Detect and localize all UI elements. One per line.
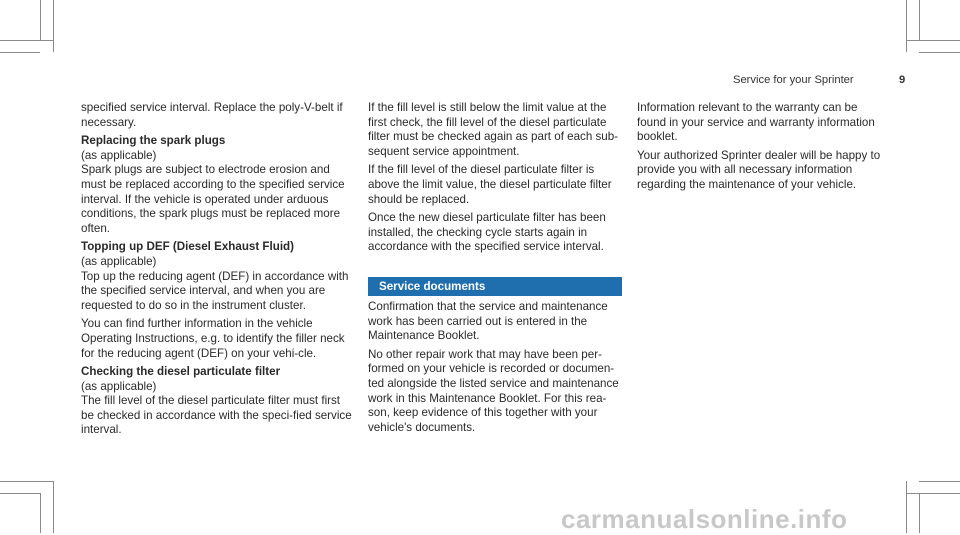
def-subheading: (as applicable) — [81, 254, 157, 268]
crop-mark — [0, 493, 40, 494]
crop-mark — [919, 481, 960, 482]
crop-mark — [906, 40, 960, 41]
dpf-heading: Checking the diesel particulate filter — [81, 365, 281, 379]
crop-mark — [0, 52, 40, 53]
crop-mark — [919, 52, 960, 53]
crop-mark — [919, 0, 920, 40]
page-number: 9 — [899, 74, 906, 86]
crop-mark — [53, 481, 54, 533]
warranty-paragraph: Information relevant to the warranty can be found in your service and warranty information booklet. — [637, 101, 875, 144]
crop-mark — [0, 40, 53, 41]
column-left — [81, 101, 353, 442]
crop-mark — [906, 0, 907, 52]
section-title: Service documents — [379, 279, 486, 293]
def-info-paragraph: You can find further information in the vehicle Operating Instructions, e.g. to identify the filler neck for the reducing agent (DEF) on your vehi-cle. — [81, 317, 345, 360]
crop-mark — [906, 493, 960, 494]
header-title: Service for your Sprinter — [733, 74, 854, 86]
dealer-paragraph: Your authorized Sprinter dealer will be happy to provide you with all necessary information regarding the maintenance of your vehicle. — [637, 148, 881, 191]
dpf-subheading: (as applicable) — [81, 379, 157, 393]
watermark: carmanualsonline.info — [561, 504, 848, 534]
crop-mark — [0, 481, 53, 482]
crop-mark — [906, 481, 907, 533]
confirmation-paragraph: Confirmation that the service and maintenance work has been carried out is entered in the Maintenance Booklet. — [368, 299, 608, 343]
dpf-replace-paragraph: If the fill level of the diesel particulate filter is above the limit value, the diesel particulate filter should be replaced. — [368, 163, 612, 206]
spark-plugs-heading: Replacing the spark plugs — [81, 134, 226, 148]
crop-mark — [40, 493, 41, 533]
crop-mark — [40, 0, 41, 40]
running-header — [733, 74, 960, 86]
spark-plugs-subheading: (as applicable) — [81, 148, 157, 162]
def-paragraph: Top up the reducing agent (DEF) in accordance with the specified service interval, and when you are requested to do so in the instrument cluster. — [81, 269, 349, 312]
column-middle — [368, 101, 622, 439]
service-documents-section-bar — [368, 277, 622, 296]
spark-plugs-paragraph: Spark plugs are subject to electrode erosion and must be replaced according to the specified service interval. If the vehicle is operated under arduous conditions, the spark plugs must be replaced more often. — [81, 163, 345, 235]
crop-mark — [919, 493, 920, 533]
dpf-recheck-paragraph: If the fill level is still below the limit value at the first check, the fill level of the diesel particulate filter must be checked again as part of each sub-sequent service appointment. — [368, 101, 619, 158]
intro-paragraph: specified service interval. Replace the poly-V-belt if necessary. — [81, 101, 343, 129]
repair-records-paragraph: No other repair work that may have been per-formed on your vehicle is recorded or documen-ted alongside the listed service and maintenance work in this Maintenance Booklet. For this rea-son, keep evidence of this together with your vehicle's documents. — [368, 347, 619, 434]
column-right — [637, 101, 889, 197]
dpf-paragraph: The fill level of the diesel particulate filter must first be checked in accordance with the speci-fied service interval. — [81, 394, 352, 437]
def-heading: Topping up DEF (Diesel Exhaust Fluid) — [81, 240, 294, 254]
crop-mark — [53, 0, 54, 52]
dpf-cycle-paragraph: Once the new diesel particulate filter has been installed, the checking cycle starts again in accordance with the specified service interval. — [368, 211, 606, 254]
